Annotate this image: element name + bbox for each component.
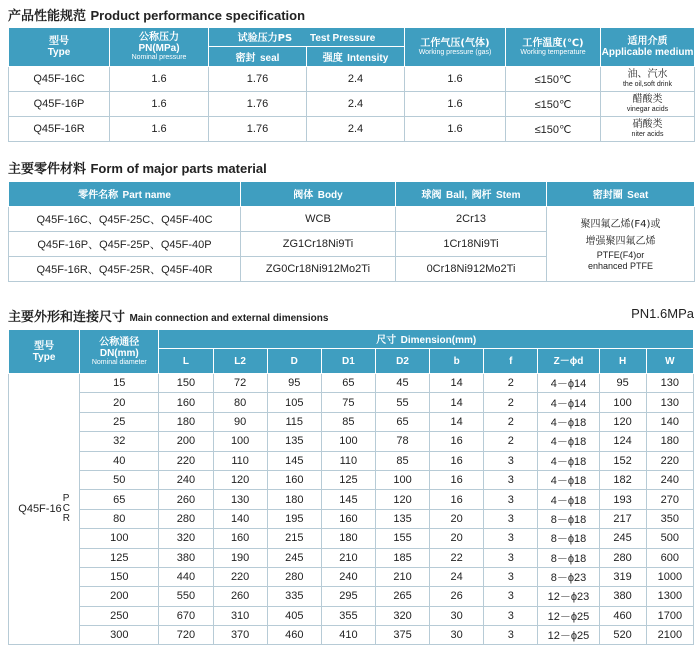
cell-D2: 65 bbox=[375, 412, 429, 431]
seat-line2: 增强聚四氟乙烯 bbox=[585, 236, 656, 247]
cell-D2: 100 bbox=[375, 470, 429, 489]
medium-cn: 油、汽水 bbox=[627, 69, 668, 80]
cell-D1: 410 bbox=[321, 626, 375, 645]
cell-D: 405 bbox=[267, 606, 321, 625]
cell-D1: 145 bbox=[321, 490, 375, 509]
cell-D1: 210 bbox=[321, 548, 375, 567]
header-ball-cn: 球阀 bbox=[421, 190, 442, 201]
header-type-en: Type bbox=[32, 351, 56, 363]
header-strength-en: Intensity bbox=[347, 52, 389, 64]
cell-b: 24 bbox=[430, 567, 484, 586]
header-working-pressure bbox=[405, 28, 506, 67]
cell-D1: 125 bbox=[321, 470, 375, 489]
table-row bbox=[9, 451, 694, 470]
cell-dn: 250 bbox=[80, 606, 159, 625]
cell-W: 1700 bbox=[646, 606, 693, 625]
section3-title bbox=[8, 306, 328, 326]
cell-dn: 125 bbox=[80, 548, 159, 567]
table-row bbox=[9, 207, 695, 232]
cell-dn: 50 bbox=[80, 470, 159, 489]
section1-title-cn: 产品性能规范 bbox=[8, 9, 87, 24]
header-body bbox=[241, 182, 396, 207]
type-letter: C bbox=[62, 503, 70, 515]
cell-b: 16 bbox=[430, 470, 484, 489]
section3-title-cn: 主要外形和连接尺寸 bbox=[8, 310, 126, 325]
type-letter: R bbox=[62, 513, 70, 525]
medium-cn: 醋酸类 bbox=[632, 94, 663, 105]
cell-f: 2 bbox=[484, 412, 538, 431]
table-row bbox=[9, 606, 694, 625]
cell-L2: 100 bbox=[213, 432, 267, 451]
cell-L: 440 bbox=[159, 567, 213, 586]
header-stem-cn: 阀杆 bbox=[471, 190, 492, 201]
header-col-W: W bbox=[646, 349, 693, 374]
cell-D2: 45 bbox=[375, 374, 429, 393]
cell-D: 160 bbox=[267, 470, 321, 489]
header-test-en: Test Pressure bbox=[309, 33, 376, 44]
cell-H: 460 bbox=[599, 606, 646, 625]
table-row bbox=[9, 587, 694, 606]
header-col-b: b bbox=[430, 349, 484, 374]
table-row bbox=[9, 374, 694, 393]
cell-H: 217 bbox=[599, 509, 646, 528]
seat-line4: enhanced PTFE bbox=[587, 261, 654, 271]
medium-en: niter acids bbox=[631, 131, 664, 138]
header-col-H: H bbox=[599, 349, 646, 374]
header-seal bbox=[209, 47, 307, 67]
header-dimension bbox=[159, 330, 694, 349]
header-col-D2: D2 bbox=[375, 349, 429, 374]
header-seal-en: seal bbox=[259, 52, 280, 64]
cell-L2: 310 bbox=[213, 606, 267, 625]
table-row bbox=[9, 626, 694, 645]
cell-zd: 8－ϕ18 bbox=[538, 548, 599, 567]
cell-b: 30 bbox=[430, 606, 484, 625]
cell-strength: 2.4 bbox=[307, 67, 405, 92]
cell-L: 320 bbox=[159, 529, 213, 548]
cell-H: 182 bbox=[599, 470, 646, 489]
type-letters bbox=[63, 494, 70, 524]
cell-L: 670 bbox=[159, 606, 213, 625]
dimensions-table bbox=[8, 329, 694, 645]
cell-f: 3 bbox=[484, 490, 538, 509]
cell-L2: 80 bbox=[213, 393, 267, 412]
cell-zd: 8－ϕ23 bbox=[538, 567, 599, 586]
cell-work: 1.6 bbox=[405, 67, 506, 92]
cell-b: 20 bbox=[430, 529, 484, 548]
header-medium bbox=[601, 28, 695, 67]
cell-b: 14 bbox=[430, 374, 484, 393]
cell-seal: 1.76 bbox=[209, 92, 307, 117]
cell-zd: 4－ϕ18 bbox=[538, 432, 599, 451]
cell-ball-stem: 0Cr18Ni912Mo2Ti bbox=[396, 257, 547, 282]
cell-H: 319 bbox=[599, 567, 646, 586]
cell-b: 14 bbox=[430, 393, 484, 412]
header-col-L: L bbox=[159, 349, 213, 374]
cell-W: 2100 bbox=[646, 626, 693, 645]
header-working-temp bbox=[506, 28, 601, 67]
cell-L: 380 bbox=[159, 548, 213, 567]
header-pn-sub: Nominal pressure bbox=[131, 54, 187, 61]
cell-zd: 4－ϕ14 bbox=[538, 374, 599, 393]
cell-D2: 120 bbox=[375, 490, 429, 509]
header-part-name bbox=[9, 182, 241, 207]
cell-W: 220 bbox=[646, 451, 693, 470]
table-row bbox=[9, 117, 695, 142]
cell-D1: 85 bbox=[321, 412, 375, 431]
header-part-en: Part name bbox=[122, 190, 171, 201]
cell-W: 180 bbox=[646, 432, 693, 451]
cell-medium bbox=[601, 92, 695, 117]
table-row bbox=[9, 432, 694, 451]
cell-D2: 210 bbox=[375, 567, 429, 586]
cell-W: 140 bbox=[646, 412, 693, 431]
seat-line1: 聚四氟乙烯(F4)或 bbox=[580, 219, 661, 230]
table-row bbox=[9, 92, 695, 117]
cell-L: 220 bbox=[159, 451, 213, 470]
header-type-en: Type bbox=[47, 47, 71, 58]
cell-f: 3 bbox=[484, 470, 538, 489]
header-col-D1: D1 bbox=[321, 349, 375, 374]
cell-body: ZG0Cr18Ni912Mo2Ti bbox=[241, 257, 396, 282]
cell-temp: ≤150℃ bbox=[506, 92, 601, 117]
cell-f: 3 bbox=[484, 548, 538, 567]
header-type bbox=[9, 28, 110, 67]
section2-title-en: Form of major parts material bbox=[90, 161, 267, 176]
cell-work: 1.6 bbox=[405, 117, 506, 142]
cell-L: 150 bbox=[159, 374, 213, 393]
cell-D2: 135 bbox=[375, 509, 429, 528]
cell-D: 215 bbox=[267, 529, 321, 548]
cell-H: 152 bbox=[599, 451, 646, 470]
cell-seat bbox=[547, 207, 695, 282]
cell-L2: 110 bbox=[213, 451, 267, 470]
cell-D2: 78 bbox=[375, 432, 429, 451]
cell-L: 280 bbox=[159, 509, 213, 528]
cell-D2: 185 bbox=[375, 548, 429, 567]
cell-dn: 150 bbox=[80, 567, 159, 586]
cell-W: 130 bbox=[646, 393, 693, 412]
header-seat-en: Seat bbox=[627, 190, 649, 201]
section2-title-cn: 主要零件材料 bbox=[8, 162, 87, 177]
cell-body: WCB bbox=[241, 207, 396, 232]
table-row bbox=[9, 529, 694, 548]
cell-zd: 4－ϕ14 bbox=[538, 393, 599, 412]
cell-b: 30 bbox=[430, 626, 484, 645]
cell-type: Q45F-16R bbox=[9, 117, 110, 142]
header-dn-en: DN(mm) bbox=[99, 347, 139, 359]
cell-L2: 72 bbox=[213, 374, 267, 393]
header-dn-cn: 公称通径 bbox=[99, 336, 140, 348]
type-letter: P bbox=[62, 493, 70, 505]
header-medium-en: Applicable medium bbox=[601, 47, 694, 58]
cell-D: 145 bbox=[267, 451, 321, 470]
cell-W: 1000 bbox=[646, 567, 693, 586]
header-work-cn: 工作气压(气体) bbox=[420, 37, 490, 49]
cell-zd: 4－ϕ18 bbox=[538, 490, 599, 509]
header-dim-en: Dimension(mm) bbox=[400, 335, 477, 346]
header-medium-cn: 适用介质 bbox=[627, 36, 668, 47]
cell-work: 1.6 bbox=[405, 92, 506, 117]
cell-D: 335 bbox=[267, 587, 321, 606]
cell-L2: 220 bbox=[213, 567, 267, 586]
cell-L: 260 bbox=[159, 490, 213, 509]
cell-b: 16 bbox=[430, 432, 484, 451]
cell-W: 240 bbox=[646, 470, 693, 489]
cell-f: 2 bbox=[484, 393, 538, 412]
cell-body: ZG1Cr18Ni9Ti bbox=[241, 232, 396, 257]
header-seat-cn: 密封圈 bbox=[592, 190, 623, 201]
cell-H: 380 bbox=[599, 587, 646, 606]
header-pn-cn: 公称压力 bbox=[139, 32, 179, 43]
cell-medium bbox=[601, 117, 695, 142]
cell-D2: 320 bbox=[375, 606, 429, 625]
header-type-cn: 型号 bbox=[34, 340, 55, 352]
cell-D1: 110 bbox=[321, 451, 375, 470]
header-col-L2: L2 bbox=[213, 349, 267, 374]
header-test-pressure bbox=[209, 28, 405, 47]
cell-D: 95 bbox=[267, 374, 321, 393]
section3-title-en: Main connection and external dimensions bbox=[129, 313, 329, 324]
cell-D: 105 bbox=[267, 393, 321, 412]
cell-b: 16 bbox=[430, 451, 484, 470]
cell-H: 100 bbox=[599, 393, 646, 412]
cell-H: 193 bbox=[599, 490, 646, 509]
header-strength bbox=[307, 47, 405, 67]
table-row bbox=[9, 509, 694, 528]
cell-f: 3 bbox=[484, 509, 538, 528]
cell-H: 245 bbox=[599, 529, 646, 548]
cell-f: 3 bbox=[484, 451, 538, 470]
medium-cn: 硝酸类 bbox=[632, 119, 663, 130]
cell-b: 26 bbox=[430, 587, 484, 606]
cell-W: 500 bbox=[646, 529, 693, 548]
cell-ball-stem: 2Cr13 bbox=[396, 207, 547, 232]
cell-L: 550 bbox=[159, 587, 213, 606]
cell-D1: 295 bbox=[321, 587, 375, 606]
cell-dn: 300 bbox=[80, 626, 159, 645]
cell-f: 3 bbox=[484, 587, 538, 606]
section2-title bbox=[8, 158, 267, 178]
table-row bbox=[9, 470, 694, 489]
cell-D: 115 bbox=[267, 412, 321, 431]
cell-D2: 55 bbox=[375, 393, 429, 412]
pressure-label: PN1.6MPa bbox=[631, 306, 694, 321]
section1-title-en: Product performance specification bbox=[90, 8, 306, 23]
cell-H: 280 bbox=[599, 548, 646, 567]
cell-H: 120 bbox=[599, 412, 646, 431]
header-dn-sub: Nominal diameter bbox=[91, 358, 147, 366]
header-dn bbox=[80, 330, 159, 374]
cell-D: 195 bbox=[267, 509, 321, 528]
cell-dn: 40 bbox=[80, 451, 159, 470]
cell-pn: 1.6 bbox=[110, 92, 209, 117]
cell-L2: 160 bbox=[213, 529, 267, 548]
table-row bbox=[9, 67, 695, 92]
cell-L: 200 bbox=[159, 432, 213, 451]
cell-type: Q45F-16P bbox=[9, 92, 110, 117]
cell-D2: 375 bbox=[375, 626, 429, 645]
cell-b: 22 bbox=[430, 548, 484, 567]
cell-zd: 12－ϕ25 bbox=[538, 626, 599, 645]
cell-L2: 120 bbox=[213, 470, 267, 489]
table-row bbox=[9, 393, 694, 412]
header-body-en: Body bbox=[317, 190, 343, 201]
cell-dn: 20 bbox=[80, 393, 159, 412]
cell-temp: ≤150℃ bbox=[506, 117, 601, 142]
table-row bbox=[9, 412, 694, 431]
cell-zd: 4－ϕ18 bbox=[538, 412, 599, 431]
header-pn bbox=[110, 28, 209, 67]
cell-H: 124 bbox=[599, 432, 646, 451]
cell-type bbox=[9, 374, 80, 645]
table-row bbox=[9, 548, 694, 567]
type-label: Q45F-16 bbox=[18, 503, 62, 516]
cell-seal: 1.76 bbox=[209, 67, 307, 92]
header-ball-stem: 球阀 Ball, 阀杆 Stem bbox=[396, 182, 547, 207]
cell-b: 20 bbox=[430, 509, 484, 528]
section1-title bbox=[8, 5, 305, 25]
cell-L: 160 bbox=[159, 393, 213, 412]
seat-line3: PTFE(F4)or bbox=[596, 250, 645, 260]
cell-dn: 15 bbox=[80, 374, 159, 393]
cell-H: 95 bbox=[599, 374, 646, 393]
header-part-cn: 零件名称 bbox=[78, 190, 119, 201]
cell-W: 600 bbox=[646, 548, 693, 567]
cell-f: 2 bbox=[484, 432, 538, 451]
cell-strength: 2.4 bbox=[307, 92, 405, 117]
cell-pn: 1.6 bbox=[110, 67, 209, 92]
cell-zd: 12－ϕ25 bbox=[538, 606, 599, 625]
header-seal-cn: 密封 bbox=[235, 52, 256, 64]
cell-L: 240 bbox=[159, 470, 213, 489]
cell-W: 270 bbox=[646, 490, 693, 509]
cell-part: Q45F-16C、Q45F-25C、Q45F-40C bbox=[9, 207, 241, 232]
header-seat bbox=[547, 182, 695, 207]
cell-dn: 32 bbox=[80, 432, 159, 451]
cell-temp: ≤150℃ bbox=[506, 67, 601, 92]
cell-D1: 355 bbox=[321, 606, 375, 625]
cell-dn: 65 bbox=[80, 490, 159, 509]
cell-D: 180 bbox=[267, 490, 321, 509]
header-ball-en: Ball bbox=[445, 190, 465, 201]
cell-D2: 265 bbox=[375, 587, 429, 606]
cell-L: 720 bbox=[159, 626, 213, 645]
cell-L: 180 bbox=[159, 412, 213, 431]
cell-D2: 155 bbox=[375, 529, 429, 548]
cell-D1: 100 bbox=[321, 432, 375, 451]
cell-W: 350 bbox=[646, 509, 693, 528]
header-temp-cn: 工作温度(℃) bbox=[522, 37, 584, 49]
cell-D2: 85 bbox=[375, 451, 429, 470]
header-type bbox=[9, 330, 80, 374]
cell-L2: 130 bbox=[213, 490, 267, 509]
cell-D: 245 bbox=[267, 548, 321, 567]
cell-zd: 4－ϕ18 bbox=[538, 451, 599, 470]
cell-dn: 100 bbox=[80, 529, 159, 548]
cell-zd: 8－ϕ18 bbox=[538, 509, 599, 528]
table-row bbox=[9, 567, 694, 586]
medium-en: vinegar acids bbox=[626, 106, 669, 113]
cell-dn: 25 bbox=[80, 412, 159, 431]
cell-part: Q45F-16R、Q45F-25R、Q45F-40R bbox=[9, 257, 241, 282]
cell-part: Q45F-16P、Q45F-25P、Q45F-40P bbox=[9, 232, 241, 257]
cell-f: 3 bbox=[484, 567, 538, 586]
header-temp-en: Working temperature bbox=[520, 48, 586, 56]
cell-D1: 180 bbox=[321, 529, 375, 548]
cell-type: Q45F-16C bbox=[9, 67, 110, 92]
cell-zd: 4－ϕ18 bbox=[538, 470, 599, 489]
cell-D: 460 bbox=[267, 626, 321, 645]
cell-dn: 200 bbox=[80, 587, 159, 606]
cell-strength: 2.4 bbox=[307, 117, 405, 142]
header-work-en: Working pressure (gas) bbox=[418, 48, 492, 56]
cell-D1: 240 bbox=[321, 567, 375, 586]
cell-dn: 80 bbox=[80, 509, 159, 528]
cell-f: 2 bbox=[484, 374, 538, 393]
cell-L2: 140 bbox=[213, 509, 267, 528]
header-col-f: f bbox=[484, 349, 538, 374]
header-dim-cn: 尺寸 bbox=[376, 335, 397, 346]
cell-D: 280 bbox=[267, 567, 321, 586]
header-strength-cn: 强度 bbox=[322, 52, 343, 64]
cell-f: 3 bbox=[484, 626, 538, 645]
cell-b: 16 bbox=[430, 490, 484, 509]
header-stem-en: Stem bbox=[496, 190, 521, 201]
cell-D1: 160 bbox=[321, 509, 375, 528]
cell-D: 135 bbox=[267, 432, 321, 451]
cell-W: 130 bbox=[646, 374, 693, 393]
cell-zd: 8－ϕ18 bbox=[538, 529, 599, 548]
cell-L2: 260 bbox=[213, 587, 267, 606]
cell-pn: 1.6 bbox=[110, 117, 209, 142]
cell-seal: 1.76 bbox=[209, 117, 307, 142]
cell-L2: 190 bbox=[213, 548, 267, 567]
cell-zd: 12－ϕ23 bbox=[538, 587, 599, 606]
cell-D1: 65 bbox=[321, 374, 375, 393]
header-col-D: D bbox=[267, 349, 321, 374]
cell-b: 14 bbox=[430, 412, 484, 431]
cell-ball-stem: 1Cr18Ni9Ti bbox=[396, 232, 547, 257]
materials-table bbox=[8, 181, 695, 282]
header-col-zd: Z－ϕd bbox=[538, 349, 599, 374]
header-pn-en: PN(MPa) bbox=[138, 43, 180, 54]
cell-medium bbox=[601, 67, 695, 92]
cell-W: 1300 bbox=[646, 587, 693, 606]
table-row bbox=[9, 490, 694, 509]
header-type-cn: 型号 bbox=[49, 36, 69, 47]
cell-f: 3 bbox=[484, 529, 538, 548]
medium-en: the oil,soft drink bbox=[622, 81, 673, 88]
cell-H: 520 bbox=[599, 626, 646, 645]
cell-f: 3 bbox=[484, 606, 538, 625]
cell-L2: 90 bbox=[213, 412, 267, 431]
cell-L2: 370 bbox=[213, 626, 267, 645]
header-body-cn: 阀体 bbox=[293, 190, 314, 201]
cell-D1: 75 bbox=[321, 393, 375, 412]
header-test-cn: 试验压力PS bbox=[237, 33, 293, 44]
performance-table bbox=[8, 27, 695, 142]
